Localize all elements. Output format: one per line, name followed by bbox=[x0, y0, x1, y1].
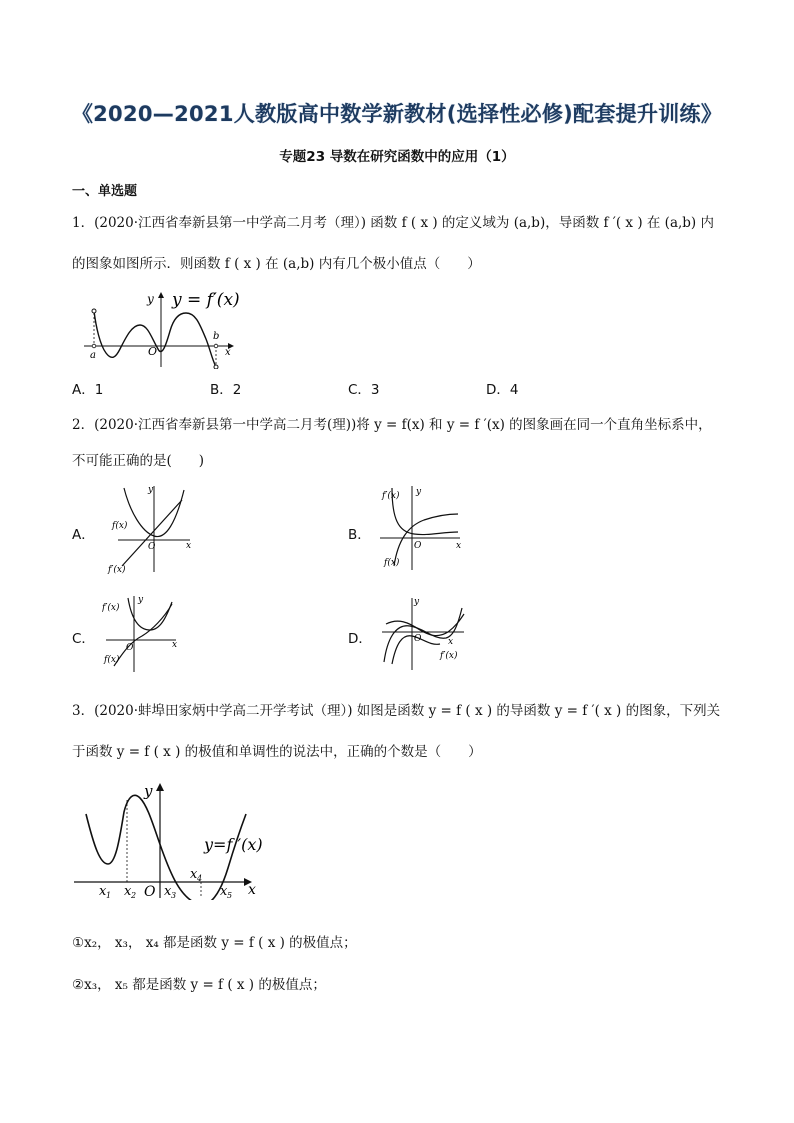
q3-fig-x5-label: x bbox=[220, 884, 228, 899]
q1-option-c: C．3 bbox=[348, 382, 380, 398]
q3-fig-x1-label: x bbox=[99, 884, 107, 899]
q2-option-a-figure bbox=[104, 482, 198, 576]
q3-fig-x4-sub: 4 bbox=[197, 874, 203, 883]
q2-text-line-2: 不可能正确的是( ) bbox=[72, 453, 205, 469]
q3-fig-curve-label: y=f ′(x) bbox=[204, 835, 263, 854]
q3-statement-1: ①x₂， x₃， x₄ 都是函数 y = f ( x ) 的极值点； bbox=[72, 935, 357, 951]
q3-fig-x3-sub: 3 bbox=[171, 891, 177, 900]
q2a-fx-label: f(x) bbox=[112, 521, 128, 531]
q1-option-a: A．1 bbox=[72, 382, 104, 398]
q2d-x-label: x bbox=[448, 637, 454, 647]
q2b-fx-label: f(x) bbox=[384, 558, 400, 568]
q3-text-line-2: 于函数 y = f ( x ) 的极值和单调性的说法中，正确的个数是（ ） bbox=[72, 744, 482, 760]
q1-fig-a-label: a bbox=[90, 350, 96, 361]
q3-fig-x4-label: x bbox=[190, 867, 198, 882]
q1-fig-origin-label: O bbox=[148, 345, 158, 358]
q2d-y-label: y bbox=[414, 597, 420, 607]
q2-option-b-figure bbox=[378, 482, 468, 574]
document-title: 《2020—2021人教版高中数学新教材(选择性必修)配套提升训练》 bbox=[71, 102, 723, 126]
q2c-fpx-label: f′(x) bbox=[102, 603, 120, 613]
q2-option-d-figure bbox=[378, 594, 470, 674]
q2c-origin-label: O bbox=[126, 643, 134, 653]
q2a-origin-label: O bbox=[148, 542, 156, 552]
q3-figure bbox=[72, 780, 268, 900]
q2b-x-label: x bbox=[456, 541, 462, 551]
q1-fig-y-label: y bbox=[147, 292, 154, 306]
q3-statement-2: ②x₃， x₅ 都是函数 y = f ( x ) 的极值点； bbox=[72, 977, 326, 993]
q2-option-c-letter: C． bbox=[72, 631, 95, 647]
q2d-fpx-label: f′(x) bbox=[440, 651, 458, 661]
q1-text-line-2: 的图象如图所示．则函数 f ( x ) 在 (a,b) 内有几个极小值点（ ） bbox=[72, 256, 481, 272]
q2a-x-label: x bbox=[186, 541, 192, 551]
q2b-origin-label: O bbox=[414, 541, 422, 551]
q2-option-a-letter: A． bbox=[72, 527, 95, 543]
q3-text-line-1: 3．(2020·蚌埠田家炳中学高二开学考试（理）) 如图是函数 y = f ( x ) 的导函数 y = f ′( x ) 的图象，下列关 bbox=[72, 703, 721, 719]
q3-fig-x1-sub: 1 bbox=[106, 891, 112, 900]
q2-option-c-figure bbox=[102, 594, 188, 674]
q2-option-b-letter: B． bbox=[348, 527, 371, 543]
q1-figure bbox=[82, 287, 252, 369]
q2-text-line-1: 2．(2020·江西省奉新县第一中学高二月考(理))将 y = f(x) 和 y = f ′(x) 的图象画在同一个直角坐标系中， bbox=[72, 417, 712, 433]
q3-fig-y-label: y bbox=[144, 782, 153, 800]
q2c-x-label: x bbox=[172, 640, 178, 650]
q3-fig-x2-label: x bbox=[124, 884, 132, 899]
q2b-fpx-label: f′(x) bbox=[382, 491, 400, 501]
q1-fig-curve-label: y = f′(x) bbox=[172, 290, 240, 310]
section-heading: 一、单选题 bbox=[72, 184, 138, 199]
q1-text-line-1: 1．(2020·江西省奉新县第一中学高二月考（理）) 函数 f ( x ) 的定义域为 (a,b)，导函数 f ′( x ) 在 (a,b) 内 bbox=[72, 215, 714, 231]
q2b-y-label: y bbox=[416, 487, 422, 497]
q1-option-b: B．2 bbox=[210, 382, 242, 398]
q3-fig-origin-label: O bbox=[144, 884, 156, 900]
q3-fig-x-label: x bbox=[248, 882, 256, 898]
q3-fig-x2-sub: 2 bbox=[131, 891, 137, 900]
q2a-y-label: y bbox=[148, 485, 154, 495]
q2a-fpx-label: f′(x) bbox=[108, 565, 126, 575]
q2c-fx-label: f(x) bbox=[104, 655, 120, 665]
q1-option-d: D．4 bbox=[486, 382, 519, 398]
q3-fig-x5-sub: 5 bbox=[227, 891, 233, 900]
q2-option-d-letter: D． bbox=[348, 631, 372, 647]
q1-fig-x-label: x bbox=[225, 347, 231, 358]
q1-fig-b-label: b bbox=[213, 331, 220, 342]
document-subtitle: 专题23 导数在研究函数中的应用（1） bbox=[279, 149, 515, 165]
q3-fig-x3-label: x bbox=[164, 884, 172, 899]
q2c-y-label: y bbox=[138, 595, 144, 605]
q2d-origin-label: O bbox=[414, 634, 422, 644]
